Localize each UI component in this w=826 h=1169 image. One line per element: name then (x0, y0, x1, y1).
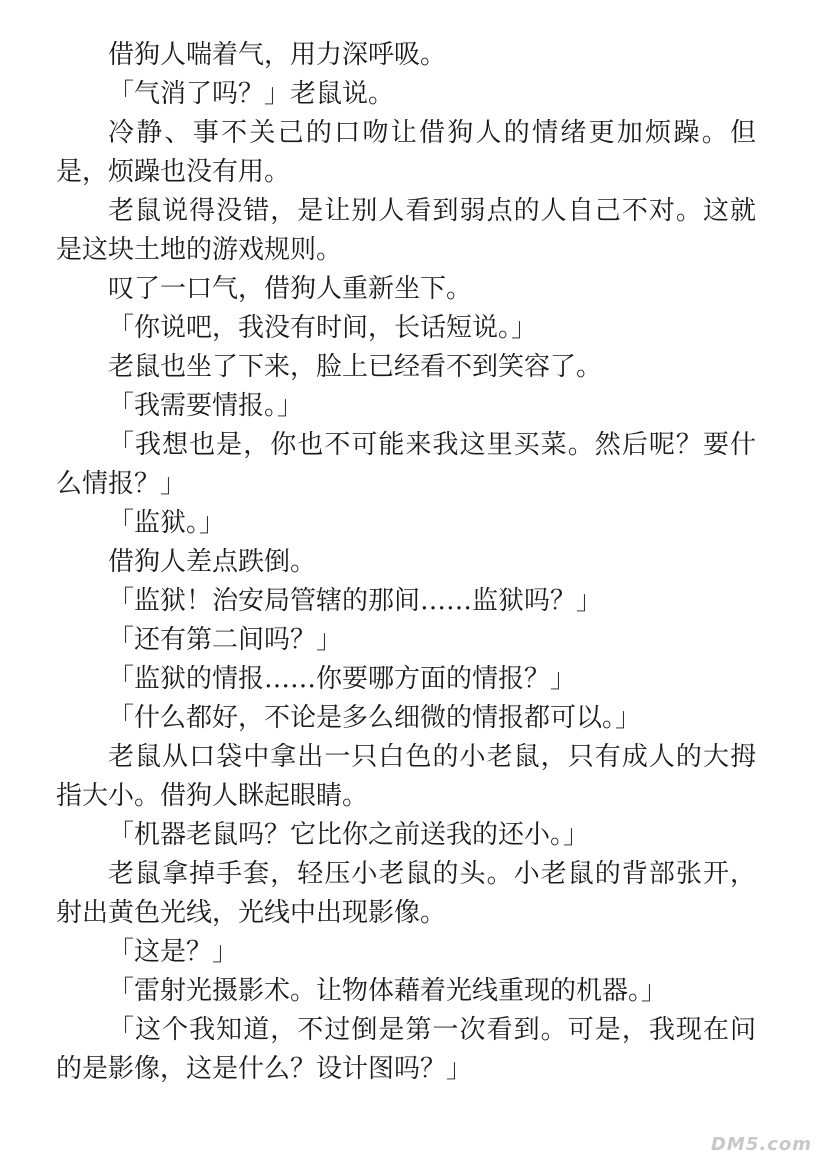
paragraph: 「监狱。」 (108, 508, 226, 538)
paragraph: 老鼠拿掉手套，轻压小老鼠的头。小老鼠的背部张开，射出黄色光线，光线中出现影像。 (56, 859, 756, 928)
paragraph: 「什么都好，不论是多么细微的情报都可以。」 (108, 703, 642, 733)
paragraph: 「监狱的情报……你要哪方面的情报？」 (108, 664, 577, 694)
paragraph: 「我想也是，你也不可能来我这里买菜。然后呢？要什么情报？」 (56, 430, 756, 499)
paragraph: 老鼠说得没错，是让别人看到弱点的人自己不对。这就是这块土地的游戏规则。 (56, 196, 756, 265)
site-watermark: DM5.com (710, 1134, 812, 1155)
paragraph: 老鼠从口袋中拿出一只白色的小老鼠，只有成人的大拇指大小。借狗人眯起眼睛。 (56, 742, 756, 811)
paragraph: 「机器老鼠吗？它比你之前送我的还小。」 (108, 820, 590, 850)
paragraph: 冷静、事不关己的口吻让借狗人的情绪更加烦躁。但是，烦躁也没有用。 (56, 118, 756, 187)
paragraph: 「监狱！治安局管辖的那间……监狱吗？」 (108, 586, 603, 616)
paragraph: 借狗人差点跌倒。 (108, 547, 317, 577)
paragraph: 「我需要情报。」 (108, 391, 304, 421)
paragraph: 「这个我知道，不过倒是第一次看到。可是，我现在问的是影像，这是什么？设计图吗？」 (56, 1015, 756, 1084)
paragraph: 「雷射光摄影术。让物体藉着光线重现的机器。」 (108, 976, 668, 1006)
paragraph: 「这是？」 (108, 937, 239, 967)
paragraph: 老鼠也坐了下来，脸上已经看不到笑容了。 (108, 352, 603, 382)
paragraph: 借狗人喘着气，用力深呼吸。 (108, 40, 447, 70)
paragraph: 叹了一口气，借狗人重新坐下。 (108, 274, 473, 304)
paragraph: 「气消了吗？」老鼠说。 (108, 79, 395, 109)
document-page (56, 36, 756, 1089)
paragraph: 「你说吧，我没有时间，长话短说。」 (108, 313, 538, 343)
paragraph: 「还有第二间吗？」 (108, 625, 343, 655)
